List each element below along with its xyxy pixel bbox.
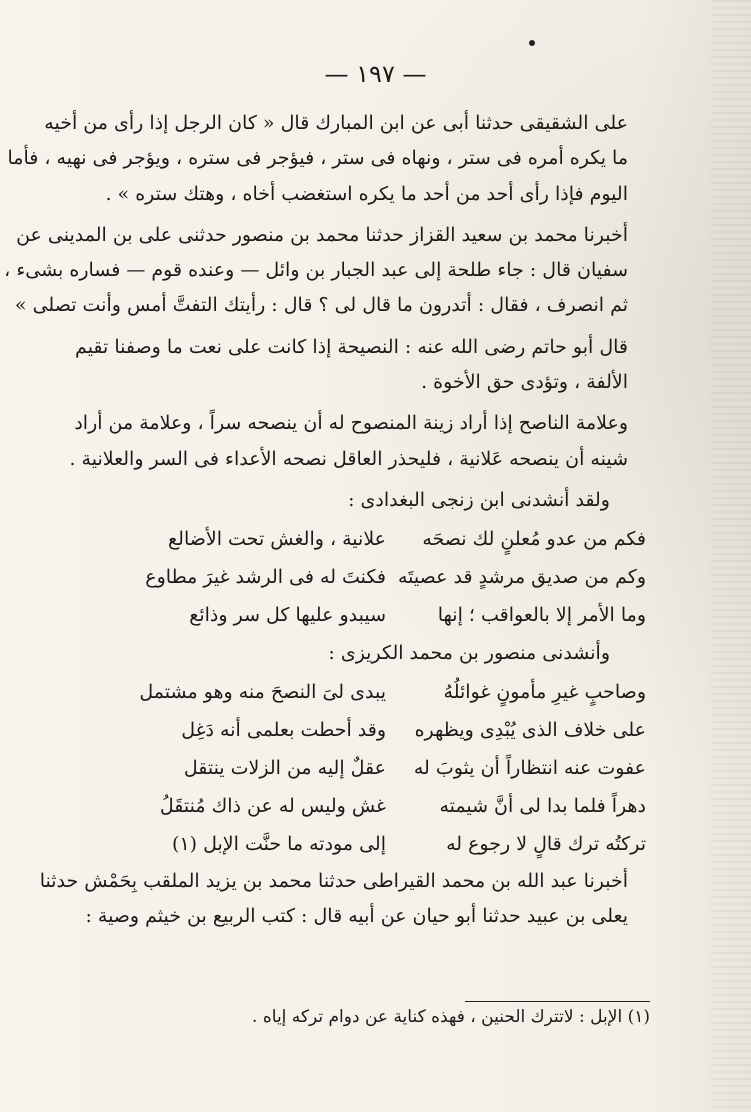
text-line: أخبرنا عبد الله بن محمد القيراطى حدثنا محمد بن يزيد الملقب بِحَمْش حدثنا [39, 869, 628, 892]
hemistich-first: وكم من صديق مرشدٍ قد عصيتَه [397, 565, 646, 588]
hemistich-second: وقد أحطت بعلمى أنه دَغِل [181, 718, 386, 741]
paragraph-2 [4, 218, 650, 324]
paragraph-1 [7, 106, 650, 212]
verse [150, 826, 650, 864]
hemistich-first: وما الأمر إلا بالعواقب ؛ إنها [437, 603, 646, 626]
text-line: أخبرنا محمد بن سعيد القزاز حدثنا محمد بن منصور حدثنى على بن المدينى عن [16, 223, 628, 246]
hemistich-first: فكم من عدو مُعلنٍ لك نصحَه [422, 527, 646, 550]
verse [150, 712, 650, 750]
hemistich-first: تركتُه ترك قالٍ لا رجوع له [446, 832, 646, 855]
verse [150, 750, 650, 788]
verse [150, 520, 650, 558]
verse [139, 674, 650, 712]
page-number: — ١٩٧ — [324, 60, 427, 88]
hemistich-first: عفوت عنه انتظاراً أن يثوبَ له [413, 756, 646, 779]
text-line: ثم انصرف ، فقال : أتدرون ما قال لى ؟ قال : رأيتك التفتَّ أمس وأنت تصلى » [14, 294, 628, 317]
page-body [4, 106, 650, 940]
poem-1 [145, 520, 650, 634]
text-line: شينه أن ينصحه عَلانية ، فليحذر العاقل نصحه الأعداء فى السر والعلانية . [69, 447, 628, 470]
hemistich-first: وصاحبٍ غيرِ مأمونٍ غوائلُهُ [443, 680, 646, 703]
hemistich-first: دهراً فلما بدا لى أنَّ شيمته [439, 794, 646, 817]
text-line: وعلامة الناصح إذا أراد زينة المنصوح له أن ينصحه سراً ، وعلامة من أراد [74, 412, 628, 435]
paragraph-3 [75, 330, 650, 401]
ink-speck [529, 40, 535, 46]
footnote: (١) الإبل : لاتترك الحنين ، فهذه كناية عن دوام تركه إياه . [252, 1007, 650, 1027]
poem-2 [139, 674, 650, 864]
poem-1-intro: ولقد أنشدنى ابن زنجى البغدادى : [348, 488, 610, 511]
text-line: سفيان قال : جاء طلحة إلى عبد الجبار بن وائل — وعنده قوم — فساره بشىء ، [4, 259, 628, 282]
hemistich-second: عقلٌ إليه من الزلات ينتقل [183, 756, 386, 779]
text-line: الألفة ، وتؤدى حق الأخوة . [421, 371, 628, 394]
hemistich-second: علانية ، والغش تحت الأضالع [168, 527, 386, 550]
poem-2-intro: وأنشدنى منصور بن محمد الكريزى : [328, 642, 610, 665]
hemistich-second: سيبدو عليها كل سر وذائع [189, 603, 386, 626]
text-line: يعلى بن عبيد حدثنا أبو حيان عن أبيه قال : كتب الربيع بن خيثم وصية : [85, 904, 628, 927]
verse [145, 558, 650, 596]
text-line: اليوم فإذا رأى أحد من أحد ما يكره استغضب أخاه ، وهتك ستره » . [105, 182, 628, 205]
paragraph-4 [69, 406, 650, 477]
hemistich-first: على خلاف الذى يُبْدِى ويظهره [414, 718, 646, 741]
verse [150, 788, 650, 826]
page-edge-shadow [711, 0, 751, 1112]
verse [150, 596, 650, 634]
hemistich-second: يبدى لىَ النصحَ منه وهو مشتمل [139, 680, 386, 703]
hemistich-second: غش وليس له عن ذاك مُنتقَلُ [159, 794, 386, 817]
hemistich-second: إلى مودته ما حنَّت الإبل (١) [172, 832, 386, 855]
text-line: ما يكره أمره فى ستر ، ونهاه فى ستر ، فيؤجر فى ستره ، ويؤجر فى نهيه ، فأما [7, 147, 628, 170]
hemistich-second: فكنتَ له فى الرشد غيرَ مطاوع [145, 565, 386, 588]
text-line: على الشقيقى حدثنا أبى عن ابن المبارك قال « كان الرجل إذا رأى من أخيه [44, 112, 628, 134]
paragraph-closing [39, 864, 650, 935]
text-line: قال أبو حاتم رضى الله عنه : النصيحة إذا كانت على نعت ما وصفنا تقيم [75, 335, 628, 358]
